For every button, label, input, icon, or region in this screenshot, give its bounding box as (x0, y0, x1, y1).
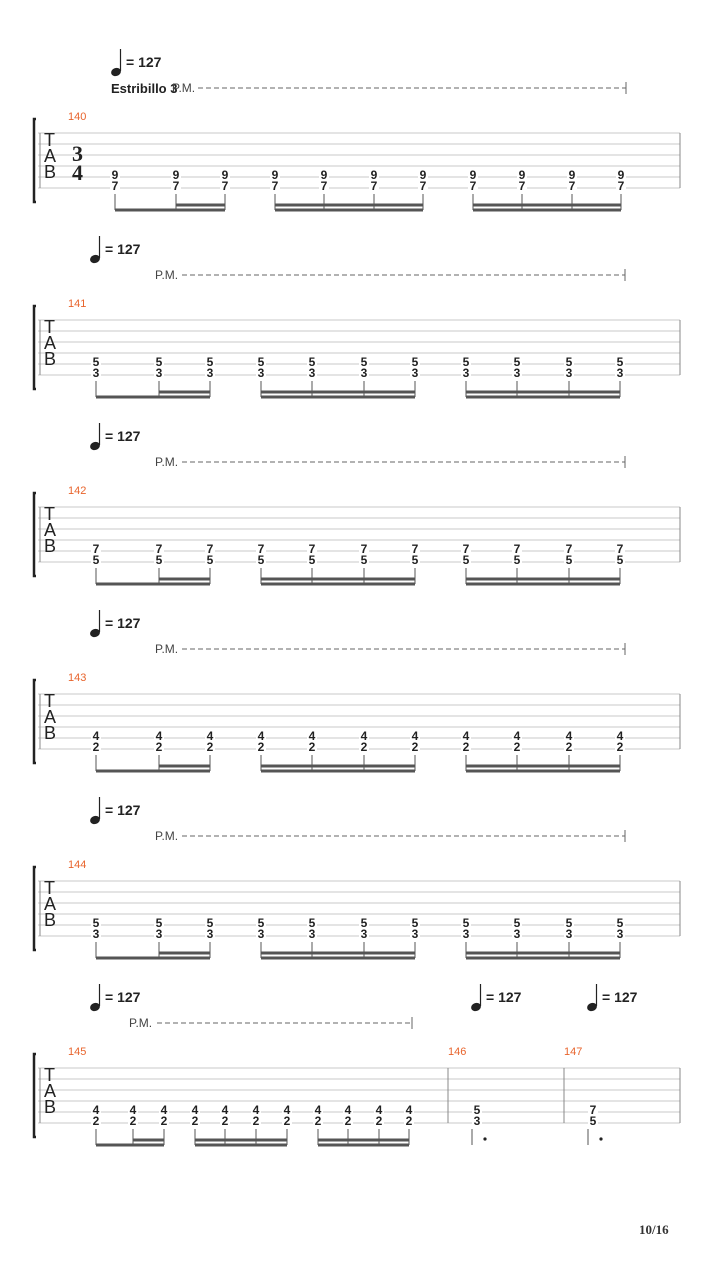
tab-clef-letter: A (44, 333, 57, 353)
fret-number: 5 (92, 916, 100, 930)
fret-number: 7 (617, 179, 625, 193)
fret-number: 5 (155, 916, 163, 930)
dotted-note-dot (599, 1137, 602, 1140)
fret-number: 2 (344, 1114, 352, 1128)
measure-number: 140 (68, 111, 87, 123)
fret-number: 5 (411, 355, 419, 369)
fret-number: 4 (283, 1103, 291, 1117)
fret-number: 3 (257, 927, 265, 941)
tab-clef-letter: T (44, 504, 55, 524)
fret-number: 5 (462, 916, 470, 930)
fret-number: 5 (308, 355, 316, 369)
fret-number: 7 (370, 179, 378, 193)
fret-number: 5 (616, 916, 624, 930)
fret-number: 4 (191, 1103, 199, 1117)
tempo-marking: = 127 (602, 989, 638, 1005)
fret-number: 5 (616, 355, 624, 369)
fret-number: 9 (271, 168, 279, 182)
fret-number: 2 (405, 1114, 413, 1128)
fret-number: 7 (616, 542, 624, 556)
fret-number: 3 (206, 366, 214, 380)
fret-number: 4 (375, 1103, 383, 1117)
fret-number: 2 (314, 1114, 322, 1128)
fret-number: 3 (462, 366, 470, 380)
fret-number: 2 (513, 740, 521, 754)
tab-clef-letter: A (44, 707, 57, 727)
system-bracket (34, 119, 36, 202)
fret-number: 4 (360, 729, 368, 743)
fret-number: 5 (92, 355, 100, 369)
tab-clef-letter: T (44, 317, 55, 337)
fret-number: 4 (155, 729, 163, 743)
fret-number: 5 (616, 553, 624, 567)
fret-number: 5 (257, 553, 265, 567)
tempo-marking: = 127 (105, 428, 141, 444)
fret-number: 2 (616, 740, 624, 754)
system-bracket (34, 680, 36, 763)
fret-number: 3 (360, 366, 368, 380)
fret-number: 5 (565, 553, 573, 567)
fret-number: 5 (411, 916, 419, 930)
time-signature-top: 3 (72, 141, 83, 166)
fret-number: 4 (344, 1103, 352, 1117)
fret-number: 9 (568, 168, 576, 182)
fret-number: 2 (411, 740, 419, 754)
fret-number: 7 (568, 179, 576, 193)
tempo-marking: = 127 (105, 802, 141, 818)
fret-number: 3 (513, 366, 521, 380)
fret-number: 3 (411, 927, 419, 941)
tab-clef-letter: A (44, 146, 57, 166)
fret-number: 3 (155, 366, 163, 380)
fret-number: 5 (462, 553, 470, 567)
measure-number: 144 (68, 859, 87, 871)
measure-number: 147 (564, 1046, 583, 1058)
measure-number: 141 (68, 298, 87, 310)
fret-number: 5 (308, 916, 316, 930)
fret-number: 5 (257, 355, 265, 369)
tab-clef-letter: B (44, 1097, 57, 1117)
fret-number: 5 (473, 1103, 481, 1117)
fret-number: 9 (419, 168, 427, 182)
fret-number: 2 (462, 740, 470, 754)
fret-number: 7 (172, 179, 180, 193)
fret-number: 5 (513, 916, 521, 930)
fret-number: 3 (462, 927, 470, 941)
fret-number: 7 (462, 542, 470, 556)
measure-number: 142 (68, 485, 87, 497)
tempo-marking: = 127 (105, 989, 141, 1005)
fret-number: 7 (360, 542, 368, 556)
fret-number: 7 (518, 179, 526, 193)
fret-number: 2 (308, 740, 316, 754)
fret-number: 4 (314, 1103, 322, 1117)
fret-number: 2 (283, 1114, 291, 1128)
section-label: Estribillo 3 (111, 81, 178, 96)
fret-number: 7 (206, 542, 214, 556)
fret-number: 2 (92, 740, 100, 754)
fret-number: 4 (616, 729, 624, 743)
fret-number: 2 (257, 740, 265, 754)
tempo-marking: = 127 (486, 989, 522, 1005)
fret-number: 2 (160, 1114, 168, 1128)
fret-number: 3 (92, 366, 100, 380)
fret-number: 7 (469, 179, 477, 193)
fret-number: 9 (172, 168, 180, 182)
fret-number: 2 (155, 740, 163, 754)
fret-number: 5 (513, 553, 521, 567)
fret-number: 7 (589, 1103, 597, 1117)
system-bracket (34, 493, 36, 576)
fret-number: 5 (206, 355, 214, 369)
fret-number: 9 (518, 168, 526, 182)
fret-number: 4 (206, 729, 214, 743)
fret-number: 5 (462, 355, 470, 369)
fret-number: 9 (617, 168, 625, 182)
fret-number: 5 (360, 916, 368, 930)
fret-number: 5 (206, 916, 214, 930)
fret-number: 3 (308, 927, 316, 941)
tab-clef-letter: B (44, 723, 57, 743)
fret-number: 5 (360, 553, 368, 567)
fret-number: 2 (206, 740, 214, 754)
system-bracket (34, 867, 36, 950)
fret-number: 7 (320, 179, 328, 193)
fret-number: 5 (513, 355, 521, 369)
fret-number: 3 (257, 366, 265, 380)
fret-number: 4 (160, 1103, 168, 1117)
fret-number: 9 (221, 168, 229, 182)
fret-number: 7 (155, 542, 163, 556)
fret-number: 5 (257, 916, 265, 930)
fret-number: 3 (473, 1114, 481, 1128)
fret-number: 4 (129, 1103, 137, 1117)
fret-number: 4 (565, 729, 573, 743)
fret-number: 5 (308, 553, 316, 567)
fret-number: 7 (513, 542, 521, 556)
fret-number: 3 (155, 927, 163, 941)
tempo-marking: = 127 (126, 54, 162, 70)
tab-clef-letter: T (44, 878, 55, 898)
fret-number: 7 (257, 542, 265, 556)
fret-number: 4 (411, 729, 419, 743)
fret-number: 7 (92, 542, 100, 556)
fret-number: 3 (411, 366, 419, 380)
tab-clef-letter: B (44, 910, 57, 930)
palm-mute-label: P.M. (172, 81, 196, 95)
fret-number: 7 (565, 542, 573, 556)
fret-number: 4 (462, 729, 470, 743)
fret-number: 5 (360, 355, 368, 369)
tempo-marking: = 127 (105, 615, 141, 631)
fret-number: 7 (111, 179, 119, 193)
fret-number: 4 (92, 1103, 100, 1117)
tab-clef-letter: B (44, 349, 57, 369)
fret-number: 2 (191, 1114, 199, 1128)
fret-number: 4 (513, 729, 521, 743)
fret-number: 4 (252, 1103, 260, 1117)
fret-number: 3 (308, 366, 316, 380)
fret-number: 5 (155, 355, 163, 369)
fret-number: 2 (565, 740, 573, 754)
tab-clef-letter: A (44, 520, 57, 540)
fret-number: 3 (565, 366, 573, 380)
fret-number: 9 (370, 168, 378, 182)
fret-number: 3 (616, 927, 624, 941)
fret-number: 7 (308, 542, 316, 556)
fret-number: 7 (411, 542, 419, 556)
fret-number: 3 (513, 927, 521, 941)
measure-number: 146 (448, 1046, 467, 1058)
fret-number: 4 (308, 729, 316, 743)
fret-number: 3 (360, 927, 368, 941)
fret-number: 2 (221, 1114, 229, 1128)
fret-number: 3 (565, 927, 573, 941)
time-signature-bottom: 4 (72, 160, 83, 185)
system-bracket (34, 306, 36, 389)
tab-clef-letter: A (44, 894, 57, 914)
fret-number: 7 (221, 179, 229, 193)
tempo-marking: = 127 (105, 241, 141, 257)
fret-number: 3 (206, 927, 214, 941)
fret-number: 3 (92, 927, 100, 941)
fret-number: 9 (320, 168, 328, 182)
system-bracket (34, 1054, 36, 1137)
tab-clef-letter: T (44, 130, 55, 150)
fret-number: 5 (92, 553, 100, 567)
fret-number: 2 (129, 1114, 137, 1128)
fret-number: 4 (221, 1103, 229, 1117)
fret-number: 4 (257, 729, 265, 743)
tab-clef-letter: T (44, 1065, 55, 1085)
dotted-note-dot (483, 1137, 486, 1140)
fret-number: 5 (155, 553, 163, 567)
fret-number: 5 (589, 1114, 597, 1128)
fret-number: 5 (565, 355, 573, 369)
fret-number: 4 (92, 729, 100, 743)
palm-mute-label: P.M. (129, 1016, 153, 1030)
palm-mute-label: P.M. (155, 642, 179, 656)
fret-number: 9 (469, 168, 477, 182)
fret-number: 5 (411, 553, 419, 567)
tab-clef-letter: T (44, 691, 55, 711)
fret-number: 3 (616, 366, 624, 380)
fret-number: 2 (375, 1114, 383, 1128)
palm-mute-label: P.M. (155, 268, 179, 282)
fret-number: 2 (252, 1114, 260, 1128)
tab-clef-letter: B (44, 162, 57, 182)
fret-number: 5 (565, 916, 573, 930)
fret-number: 2 (92, 1114, 100, 1128)
fret-number: 5 (206, 553, 214, 567)
measure-number: 143 (68, 672, 87, 684)
tab-clef-letter: A (44, 1081, 57, 1101)
fret-number: 9 (111, 168, 119, 182)
palm-mute-label: P.M. (155, 455, 179, 469)
palm-mute-label: P.M. (155, 829, 179, 843)
fret-number: 4 (405, 1103, 413, 1117)
measure-number: 145 (68, 1046, 87, 1058)
fret-number: 7 (419, 179, 427, 193)
fret-number: 7 (271, 179, 279, 193)
tab-clef-letter: B (44, 536, 57, 556)
page-number: 10/16 (639, 1222, 669, 1237)
fret-number: 2 (360, 740, 368, 754)
